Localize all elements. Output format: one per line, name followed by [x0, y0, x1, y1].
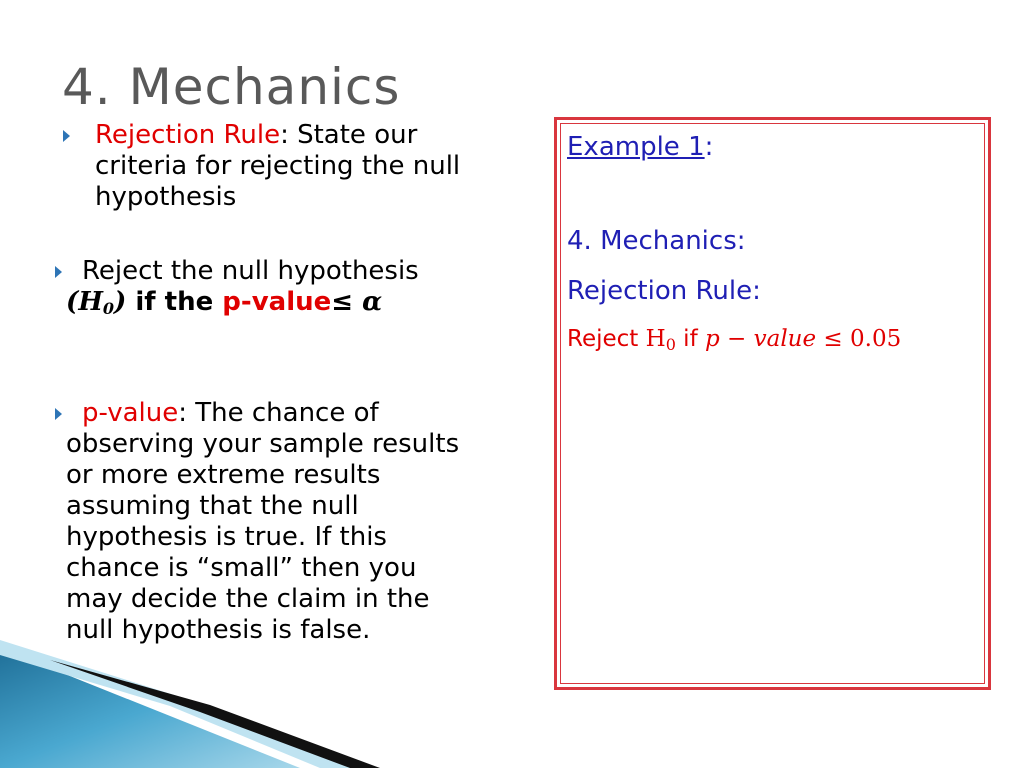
- bullet-line-text: : The chance of: [178, 398, 379, 428]
- panel-rejection-rule: Rejection Rule:: [567, 276, 761, 306]
- p-symbol: p: [704, 326, 720, 352]
- if-the-text: if the: [126, 287, 223, 317]
- rejection-rule-rest: : State our: [280, 120, 418, 150]
- bullet-line: assuming that the null: [66, 491, 359, 521]
- example-colon: :: [704, 132, 714, 162]
- h-letter: H: [645, 326, 666, 352]
- bullet-line: hypothesis is true. If this: [66, 522, 387, 552]
- bullet-line: null hypothesis is false.: [66, 615, 371, 645]
- panel-mechanics: 4. Mechanics:: [567, 226, 746, 256]
- example-1-link[interactable]: Example 1: [567, 132, 705, 162]
- slide-title: 4. Mechanics: [62, 58, 401, 116]
- paren-open: (: [66, 287, 79, 317]
- bullet-line: chance is “small” then you: [66, 553, 417, 583]
- h-subscript: 0: [102, 299, 115, 318]
- h-letter: H: [78, 287, 103, 317]
- leq-symbol: ≤: [331, 287, 363, 317]
- value-symbol: value: [753, 326, 817, 352]
- h-subscript: 0: [665, 335, 676, 354]
- rejection-rule-term: Rejection Rule: [95, 120, 281, 150]
- minus-symbol: −: [719, 326, 754, 352]
- bullet-line: Reject the null hypothesis: [82, 256, 419, 286]
- leq-threshold: ≤ 0.05: [816, 326, 902, 352]
- p-value-term: p-value: [222, 287, 332, 317]
- if-word: if: [675, 326, 705, 352]
- bullet-line: may decide the claim in the: [66, 584, 430, 614]
- p-value-definition-term: p-value: [82, 398, 179, 428]
- alpha-symbol: α: [362, 287, 383, 317]
- paren-close: ): [114, 287, 127, 317]
- bullet-line: observing your sample results: [66, 429, 460, 459]
- bullet-line: or more extreme results: [66, 460, 381, 490]
- bullet-line: criteria for rejecting the null: [95, 151, 461, 181]
- bullet-line: hypothesis: [95, 182, 237, 212]
- reject-word: Reject: [567, 326, 646, 352]
